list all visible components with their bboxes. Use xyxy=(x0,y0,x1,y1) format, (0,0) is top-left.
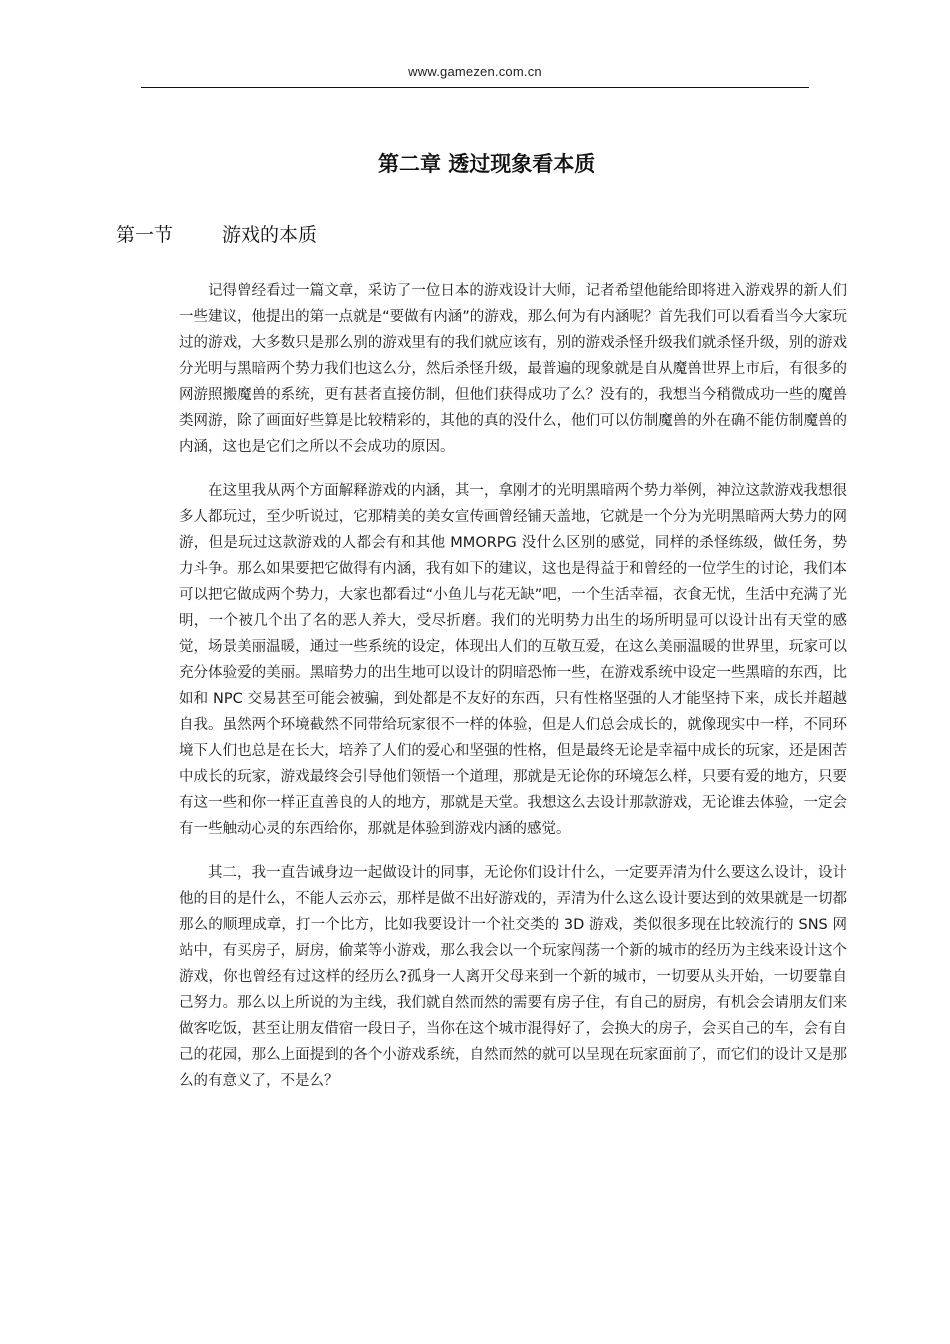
paragraph-3: 其二，我一直告诫身边一起做设计的同事，无论你们设计什么，一定要弄清为什么要这么设计，设计他的目的是什么，不能人云亦云，那样是做不出好游戏的，弄清为什么这么设计要达到的效果就是一切都那么的顺理成章，打一个比方，比如我要设计一个社交类的 3D 游戏，类似很多现在比较流行的 SNS 网站中，有买房子，厨房，偷菜等小游戏，那么我会以一个玩家闯荡一个新的城市的经历为主线来设计这个游戏，你也曾经有过这样的经历么?孤身一人离开父母来到一个新的城市，一切要从头开始，一切要靠自己努力。那么以上所说的为主线，我们就自然而然的需要有房子住，有自己的厨房，有机会会请朋友们来做客吃饭，甚至让朋友借宿一段日子，当你在这个城市混得好了，会换大的房子，会买自己的车，会有自己的花园，那么上面提到的各个小游戏系统，自然而然的就可以呈现在玩家面前了，而它们的设计又是那么的有意义了，不是么？ xyxy=(179,865,847,1089)
section-number: 第一节 xyxy=(116,224,174,246)
body-text xyxy=(179,278,847,1112)
header-divider xyxy=(141,87,809,88)
paragraph-2: 在这里我从两个方面解释游戏的内涵，其一，拿刚才的光明黑暗两个势力举例，神泣这款游戏我想很多人都玩过，至少听说过，它那精美的美女宣传画曾经铺天盖地，它就是一个分为光明黑暗两大势力的网游，但是玩过这款游戏的人都会有和其他 MMORPG 没什么区别的感觉，同样的杀怪练级，做任务，势力斗争。那么如果要把它做得有内涵，我有如下的建议，这也是得益于和曾经的一位学生的讨论，我们本可以把它做成两个势力，大家也都看过“小鱼儿与花无缺”吧，一个生活幸福，衣食无忧，生活中充满了光明，一个被几个出了名的恶人养大，受尽折磨。我们的光明势力出生的场所明显可以设计出有天堂的感觉，场景美丽温暖，通过一些系统的设定，体现出人们的互敬互爱，在这么美丽温暖的世界里，玩家可以充分体验爱的美丽。黑暗势力的出生地可以设计的阴暗恐怖一些，在游戏系统中设定一些黑暗的东西，比如和 NPC 交易甚至可能会被骗，到处都是不友好的东西，只有性格坚强的人才能坚持下来，成长并超越自我。虽然两个环境截然不同带给玩家很不一样的体验，但是人们总会成长的，就像现实中一样，不同环境下人们也总是在长大，培养了人们的爱心和坚强的性格，但是最终无论是幸福中成长的玩家，还是困苦中成长的玩家，游戏最终会引导他们领悟一个道理，那就是无论你的环境怎么样，只要有爱的地方，只要有这一些和你一样正直善良的人的地方，那就是天堂。我想这么去设计那款游戏，无论谁去体验，一定会有一些触动心灵的东西给你，那就是体验到游戏内涵的感觉。 xyxy=(179,483,847,837)
paragraph-1: 记得曾经看过一篇文章，采访了一位日本的游戏设计大师，记者希望他能给即将进入游戏界的新人们一些建议，他提出的第一点就是“要做有内涵”的游戏，那么何为有内涵呢？首先我们可以看看当今大家玩过的游戏，大多数只是那么别的游戏里有的我们就应该有，别的游戏杀怪升级我们就杀怪升级，别的游戏分光明与黑暗两个势力我们也这么分，然后杀怪升级，最普遍的现象就是自从魔兽世界上市后，有很多的网游照搬魔兽的系统，更有甚者直接仿制，但他们获得成功了么？没有的，我想当今稍微成功一些的魔兽类网游，除了画面好些算是比较精彩的，其他的真的没什么，他们可以仿制魔兽的外在确不能仿制魔兽的内涵，这也是它们之所以不会成功的原因。 xyxy=(179,283,847,455)
chapter-title: 第二章 透过现象看本质 xyxy=(378,152,596,176)
section-heading xyxy=(116,220,317,247)
section-title: 游戏的本质 xyxy=(222,224,318,246)
header-url: www.gamezen.com.cn xyxy=(408,64,542,79)
